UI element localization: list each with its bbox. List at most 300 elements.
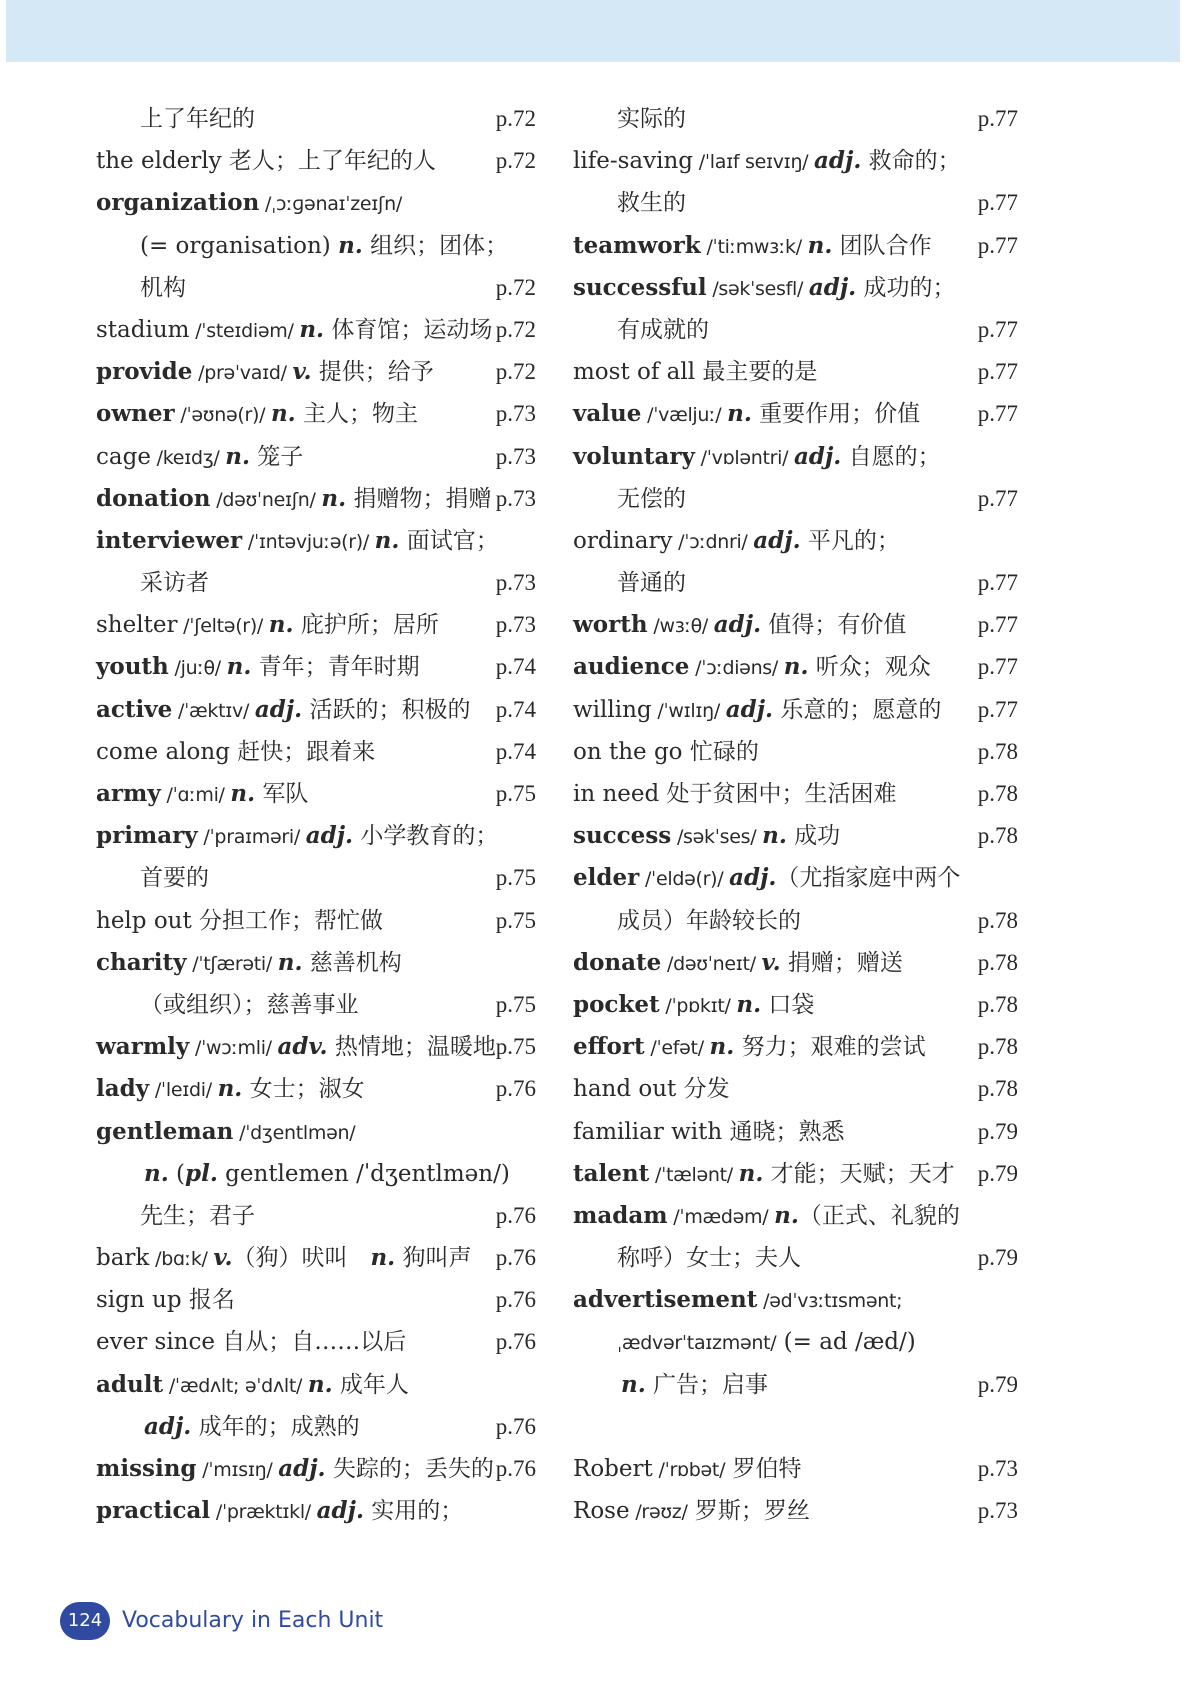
definition: 听众；观众 xyxy=(808,654,931,681)
definition: 罗伯特 xyxy=(725,1456,802,1482)
page-reference: p.73 xyxy=(495,401,536,427)
phonetic: /ˈtiːmwɜːk/ xyxy=(700,235,808,258)
vocab-entry-continuation xyxy=(573,182,1018,224)
entry-text xyxy=(96,436,303,479)
entry-text xyxy=(96,689,470,732)
definition: 救生的 xyxy=(617,190,686,217)
entry-text xyxy=(96,1111,355,1154)
entry-text xyxy=(573,1111,845,1153)
definition: 值得；有价值 xyxy=(761,612,907,639)
part-of-speech: adj. xyxy=(713,611,762,639)
vocab-entry xyxy=(96,393,536,435)
entry-text xyxy=(96,646,420,689)
vocab-entry xyxy=(573,140,1018,182)
entry-text xyxy=(573,604,906,647)
part-of-speech: n. xyxy=(299,315,325,343)
page-reference: p.75 xyxy=(495,991,536,1017)
definition: 女士；淑女 xyxy=(242,1076,365,1103)
vocab-entry xyxy=(96,140,536,182)
part-of-speech: n. xyxy=(370,1244,396,1272)
entry-text xyxy=(96,1364,409,1407)
headword: madam xyxy=(573,1201,668,1229)
vocab-entry xyxy=(96,942,536,984)
entry-text xyxy=(96,815,498,858)
page-reference: p.78 xyxy=(977,781,1018,806)
entry-text xyxy=(573,1068,730,1110)
page-reference: p.78 xyxy=(977,823,1018,849)
page-reference: p.73 xyxy=(495,612,536,638)
headword: donate xyxy=(573,948,662,976)
definition: 提供；给予 xyxy=(311,359,434,386)
vocab-entry xyxy=(96,1026,536,1068)
page-reference: p.75 xyxy=(495,865,536,891)
phonetic: /ˈəʊnə(r)/ xyxy=(174,404,271,427)
vocab-entry xyxy=(96,646,536,688)
part-of-speech: n. xyxy=(277,948,303,976)
vocab-entry xyxy=(573,1448,1018,1490)
definition: 处于贫困中；生活困难 xyxy=(659,781,897,807)
headword: voluntary xyxy=(573,442,695,470)
headword: audience xyxy=(573,653,690,681)
vocab-entry-continuation xyxy=(96,857,536,899)
entry-text xyxy=(573,1153,955,1196)
page-reference: p.78 xyxy=(977,1034,1018,1060)
headword: advertisement xyxy=(573,1286,758,1314)
definition: 赶快；跟着来 xyxy=(229,738,376,765)
definition: 成功的； xyxy=(856,274,956,301)
vocab-entry xyxy=(96,815,536,857)
headword: stadium xyxy=(96,316,190,343)
vocab-entry xyxy=(573,646,1018,688)
entry-text xyxy=(573,1279,902,1322)
footer-title: Vocabulary in Each Unit xyxy=(122,1608,384,1633)
part-of-speech: n. xyxy=(144,1159,169,1187)
definition: 青年；青年时期 xyxy=(251,654,420,681)
definition: 活跃的；积极的 xyxy=(302,696,471,723)
phonetic: /keɪdʒ/ xyxy=(150,446,226,469)
part-of-speech: n. xyxy=(225,442,250,470)
vocab-entry-continuation xyxy=(96,984,536,1026)
definition: (= organisation) xyxy=(140,232,339,259)
vocab-entry xyxy=(573,520,1018,562)
page-reference: p.75 xyxy=(495,1034,536,1060)
part-of-speech: n. xyxy=(217,1075,243,1103)
definition: 组织；团体； xyxy=(362,232,509,259)
page-reference: p.79 xyxy=(977,1245,1018,1271)
definition: 军队 xyxy=(255,781,309,807)
definition: （或组织）；慈善事业 xyxy=(140,991,359,1018)
definition: 乐意的；愿意的 xyxy=(773,696,942,723)
headword: gentleman xyxy=(96,1117,234,1145)
page-reference: p.77 xyxy=(977,316,1018,342)
vocab-entry xyxy=(96,1068,536,1110)
page-reference: p.77 xyxy=(977,232,1018,258)
page-reference: p.76 xyxy=(495,1245,536,1271)
headword: pocket xyxy=(573,990,660,1018)
phonetic: /ˈlaɪf seɪvɪŋ/ xyxy=(693,151,815,174)
headword: the elderly xyxy=(96,148,222,175)
definition: 称呼）女士；夫人 xyxy=(617,1245,801,1272)
headword: bark xyxy=(96,1245,150,1272)
part-of-speech: n. xyxy=(226,653,252,681)
definition: 失踪的；丢失的 xyxy=(325,1456,494,1482)
vocab-entry xyxy=(96,1279,536,1321)
headword: lady xyxy=(96,1075,150,1103)
part-of-speech: adv. xyxy=(277,1033,328,1061)
page-reference: p.74 xyxy=(495,654,536,680)
headword: missing xyxy=(96,1455,197,1482)
entry-text xyxy=(96,1026,496,1069)
entry-text xyxy=(617,562,686,604)
headword: hand out xyxy=(573,1076,677,1103)
definition: 罗斯；罗丝 xyxy=(687,1498,810,1525)
part-of-speech: n. xyxy=(307,1370,333,1398)
definition: 重要作用；价值 xyxy=(751,401,921,428)
vocab-entry xyxy=(96,604,536,646)
phonetic: /ˈɔːdnri/ xyxy=(672,530,754,553)
part-of-speech: adj. xyxy=(753,526,801,554)
definition: 庇护所；居所 xyxy=(293,612,439,639)
part-of-speech: adj. xyxy=(144,1412,192,1440)
definition: 分担工作；帮忙做 xyxy=(191,907,384,934)
headword: life-saving xyxy=(573,148,694,175)
entry-text xyxy=(140,857,209,899)
page-reference: p.76 xyxy=(495,1076,536,1102)
page-reference: p.78 xyxy=(977,907,1018,933)
page-reference: p.74 xyxy=(495,696,536,722)
page-reference: p.79 xyxy=(977,1371,1018,1397)
page-reference: p.72 xyxy=(495,106,536,131)
vocab-entry xyxy=(96,1321,536,1363)
definition: 实际的 xyxy=(617,106,686,132)
phonetic: /ˈwɪlɪŋ/ xyxy=(651,699,726,722)
entry-text xyxy=(617,1321,916,1364)
vocab-entry xyxy=(96,1237,536,1279)
part-of-speech: n. xyxy=(807,231,833,259)
entry-text xyxy=(96,182,402,225)
part-of-speech: adj. xyxy=(814,147,862,175)
vocab-entry xyxy=(96,1490,536,1532)
vocab-entry xyxy=(96,900,536,942)
definition: ( xyxy=(168,1160,186,1187)
vocab-entry xyxy=(96,436,536,478)
phonetic: /ˈæktɪv/ xyxy=(172,699,255,722)
entry-text xyxy=(621,1364,768,1406)
page-reference: p.76 xyxy=(495,1202,536,1228)
definition: 成年的；成熟的 xyxy=(191,1413,360,1440)
phonetic: /prəˈvaɪd/ xyxy=(192,362,293,385)
vocab-entry xyxy=(573,731,1018,773)
entry-text xyxy=(96,351,434,394)
entry-text xyxy=(96,1237,472,1280)
entry-text xyxy=(96,140,436,182)
vocab-entry-continuation xyxy=(96,267,536,309)
definition: 首要的 xyxy=(140,865,209,892)
headword: active xyxy=(96,695,173,723)
definition: 主人；物主 xyxy=(295,401,418,428)
entry-text xyxy=(573,436,941,479)
vocab-entry-continuation xyxy=(573,900,1018,942)
headword: elder xyxy=(573,864,640,892)
page-reference: p.75 xyxy=(495,907,536,933)
definition: 自从；自……以后 xyxy=(215,1329,407,1356)
definition: 实用的； xyxy=(363,1498,464,1525)
page-reference: p.73 xyxy=(495,570,536,596)
definition: （正式、礼貌的 xyxy=(798,1202,960,1229)
vocab-entry-continuation xyxy=(573,1237,1018,1279)
part-of-speech: pl. xyxy=(185,1159,218,1187)
part-of-speech: n. xyxy=(338,231,363,259)
page-reference: p.72 xyxy=(495,148,536,174)
part-of-speech: adj. xyxy=(729,864,777,892)
vocab-entry xyxy=(573,604,1018,646)
vocab-entry xyxy=(573,1068,1018,1110)
definition: 口袋 xyxy=(761,991,815,1018)
vocab-entry xyxy=(573,351,1018,393)
phonetic: /ˈmædəm/ xyxy=(667,1205,775,1228)
headword: primary xyxy=(96,822,198,850)
vocab-entry xyxy=(573,267,1018,309)
headword: organization xyxy=(96,189,260,217)
page-reference: p.72 xyxy=(495,359,536,385)
vocab-entry xyxy=(96,1364,536,1406)
vocab-entry-continuation xyxy=(573,478,1018,520)
definition: 报名 xyxy=(181,1287,235,1314)
definition: 慈善机构 xyxy=(302,949,402,976)
phonetic: /ˈeldə(r)/ xyxy=(639,868,730,891)
vocab-entry-continuation xyxy=(573,1321,1018,1363)
definition: (= ad /æd/) xyxy=(776,1329,916,1356)
vocab-entry xyxy=(96,689,536,731)
vocab-entry xyxy=(573,1026,1018,1068)
phonetic: /ˌɔːɡənaɪˈzeɪʃn/ xyxy=(259,193,402,216)
page-reference: p.78 xyxy=(977,1076,1018,1102)
phonetic: /ˈefət/ xyxy=(644,1037,710,1060)
phonetic: /ˈvɒləntri/ xyxy=(694,446,794,469)
part-of-speech: v. xyxy=(761,948,781,976)
vocab-entry xyxy=(96,1111,536,1153)
vocab-entry xyxy=(573,436,1018,478)
headword: ever since xyxy=(96,1329,215,1356)
definition: 通晓；熟悉 xyxy=(722,1118,845,1145)
entry-text xyxy=(573,225,932,268)
entry-text xyxy=(573,1448,802,1491)
page-reference: p.73 xyxy=(495,485,536,511)
entry-text xyxy=(573,731,759,773)
page-reference: p.73 xyxy=(977,1456,1018,1481)
definition: 分发 xyxy=(676,1076,730,1103)
definition: 救命的； xyxy=(861,148,961,175)
entry-text xyxy=(617,900,801,942)
definition: 体育馆；运动场 xyxy=(324,316,493,343)
entry-text xyxy=(617,182,686,224)
vocabulary-column-right xyxy=(573,98,1018,1532)
phonetic: /ˈpraɪməri/ xyxy=(197,826,306,849)
definition: 团队合作 xyxy=(832,232,932,259)
definition: 忙碌的 xyxy=(682,738,759,765)
vocab-entry xyxy=(573,815,1018,857)
entry-text xyxy=(573,267,955,310)
entry-text xyxy=(96,309,492,352)
headword: worth xyxy=(573,611,648,639)
part-of-speech: adj. xyxy=(793,442,842,470)
part-of-speech: n. xyxy=(621,1370,646,1398)
headword: youth xyxy=(96,653,169,681)
headword: success xyxy=(573,822,672,850)
phonetic: /ˈtælənt/ xyxy=(649,1163,739,1186)
page-reference: p.74 xyxy=(495,738,536,764)
part-of-speech: n. xyxy=(270,400,296,428)
entry-text xyxy=(96,942,402,985)
entry-text xyxy=(96,520,499,563)
phonetic: ˌædvərˈtaɪzmənt/ xyxy=(617,1332,777,1355)
page-reference: p.72 xyxy=(495,316,536,342)
part-of-speech: adj. xyxy=(305,822,354,850)
vocab-entry xyxy=(573,1195,1018,1237)
page-reference: p.77 xyxy=(977,359,1018,385)
definition: 捐赠；赠送 xyxy=(780,949,903,976)
entry-text xyxy=(96,731,375,773)
vocab-entry xyxy=(573,773,1018,815)
page-reference: p.77 xyxy=(977,612,1018,638)
entry-text xyxy=(96,900,383,942)
phonetic: /ˈpræktɪkl/ xyxy=(210,1501,317,1524)
entry-text xyxy=(140,267,186,309)
phonetic: /dəʊˈneɪt/ xyxy=(661,952,762,975)
part-of-speech: v. xyxy=(213,1244,233,1272)
headword: charity xyxy=(96,948,187,976)
vocab-entry xyxy=(573,1111,1018,1153)
part-of-speech: n. xyxy=(727,400,752,428)
part-of-speech: n. xyxy=(738,1159,764,1187)
page-reference: p.77 xyxy=(977,190,1018,216)
entry-text xyxy=(96,1448,494,1491)
headword: value xyxy=(573,400,642,428)
definition: 最主要的是 xyxy=(695,359,818,386)
entry-text xyxy=(140,1195,255,1237)
vocab-entry xyxy=(96,731,536,773)
headword: Robert xyxy=(573,1456,653,1482)
entry-text xyxy=(96,1279,235,1321)
page-reference: p.77 xyxy=(977,654,1018,680)
headword: cage xyxy=(96,443,151,470)
headword: successful xyxy=(573,273,707,301)
part-of-speech: adj. xyxy=(316,1497,364,1525)
vocab-entry xyxy=(573,942,1018,984)
vocab-entry-continuation xyxy=(573,1364,1018,1406)
top-color-band xyxy=(6,0,1180,62)
part-of-speech: n. xyxy=(230,780,256,807)
part-of-speech: n. xyxy=(321,484,347,512)
page-reference: p.79 xyxy=(977,1160,1018,1186)
vocab-entry xyxy=(573,1279,1018,1321)
entry-text xyxy=(144,1406,360,1448)
phonetic: /dəʊˈneɪʃn/ xyxy=(210,488,322,511)
definition: 小学教育的； xyxy=(353,823,499,850)
phonetic: /ˈʃeltə(r)/ xyxy=(177,615,269,638)
phonetic: /juːθ/ xyxy=(168,657,227,680)
part-of-speech: adj. xyxy=(725,695,774,723)
entry-text xyxy=(144,1153,510,1195)
definition: 有成就的 xyxy=(617,316,709,343)
entry-text xyxy=(573,942,903,985)
headword: in need xyxy=(573,781,660,807)
entry-text xyxy=(617,1237,801,1279)
definition: 才能；天赋；天才 xyxy=(763,1160,955,1187)
headword: sign up xyxy=(96,1287,182,1314)
page-reference: p.76 xyxy=(495,1329,536,1355)
headword: effort xyxy=(573,1033,645,1061)
vocab-spacer xyxy=(573,1406,1018,1448)
phonetic: /bɑːk/ xyxy=(149,1248,214,1271)
phonetic: /ˈɔːdiəns/ xyxy=(689,657,784,680)
part-of-speech: adj. xyxy=(278,1455,326,1482)
vocab-entry xyxy=(96,309,536,351)
entry-text xyxy=(573,1026,926,1069)
page-reference: p.78 xyxy=(977,991,1018,1017)
vocab-entry xyxy=(96,478,536,520)
headword: shelter xyxy=(96,612,178,639)
vocab-entry-continuation xyxy=(96,98,536,140)
entry-text xyxy=(573,140,961,183)
definition: （狗）吠叫 xyxy=(232,1245,371,1272)
vocab-entry xyxy=(573,393,1018,435)
vocab-entry-continuation xyxy=(96,562,536,604)
page-reference: p.77 xyxy=(977,401,1018,427)
page-reference: p.73 xyxy=(495,443,536,469)
vocab-entry xyxy=(573,1490,1018,1532)
part-of-speech: n. xyxy=(709,1033,735,1061)
phonetic: /səkˈsesfl/ xyxy=(706,277,809,300)
entry-text xyxy=(140,225,508,267)
page-reference: p.78 xyxy=(977,949,1018,975)
entry-text xyxy=(140,562,209,604)
part-of-speech: n. xyxy=(374,526,400,554)
vocab-entry xyxy=(573,857,1018,899)
phonetic: /ˈædʌlt; əˈdʌlt/ xyxy=(163,1374,308,1397)
headword: donation xyxy=(96,484,211,512)
headword: provide xyxy=(96,358,193,386)
definition: 无偿的 xyxy=(617,485,686,512)
vocab-entry xyxy=(573,689,1018,731)
page-reference: p.76 xyxy=(495,1413,536,1439)
vocab-entry xyxy=(96,182,536,224)
vocab-entry xyxy=(96,351,536,393)
phonetic: /ˈvæljuː/ xyxy=(641,404,728,427)
definition: 自愿的； xyxy=(841,443,941,470)
headword: talent xyxy=(573,1159,650,1187)
headword: owner xyxy=(96,400,175,428)
headword: interviewer xyxy=(96,526,243,554)
entry-text xyxy=(140,984,359,1026)
vocabulary-column-left xyxy=(96,98,536,1532)
entry-text xyxy=(573,984,814,1027)
entry-text xyxy=(96,604,439,647)
page-reference: p.77 xyxy=(977,485,1018,511)
page-reference: p.77 xyxy=(977,696,1018,722)
entry-text xyxy=(573,393,920,436)
entry-text xyxy=(573,520,900,563)
headword: familiar with xyxy=(573,1118,723,1145)
entry-text xyxy=(573,1195,960,1238)
part-of-speech: adj. xyxy=(254,695,303,723)
entry-text xyxy=(573,857,960,900)
phonetic: /ˈsteɪdiəm/ xyxy=(189,319,300,342)
headword: ordinary xyxy=(573,527,673,554)
phonetic: /ədˈvɜːtɪsmənt; xyxy=(757,1290,903,1313)
vocab-entry-continuation xyxy=(96,1153,536,1195)
definition: 上了年纪的 xyxy=(140,106,255,132)
